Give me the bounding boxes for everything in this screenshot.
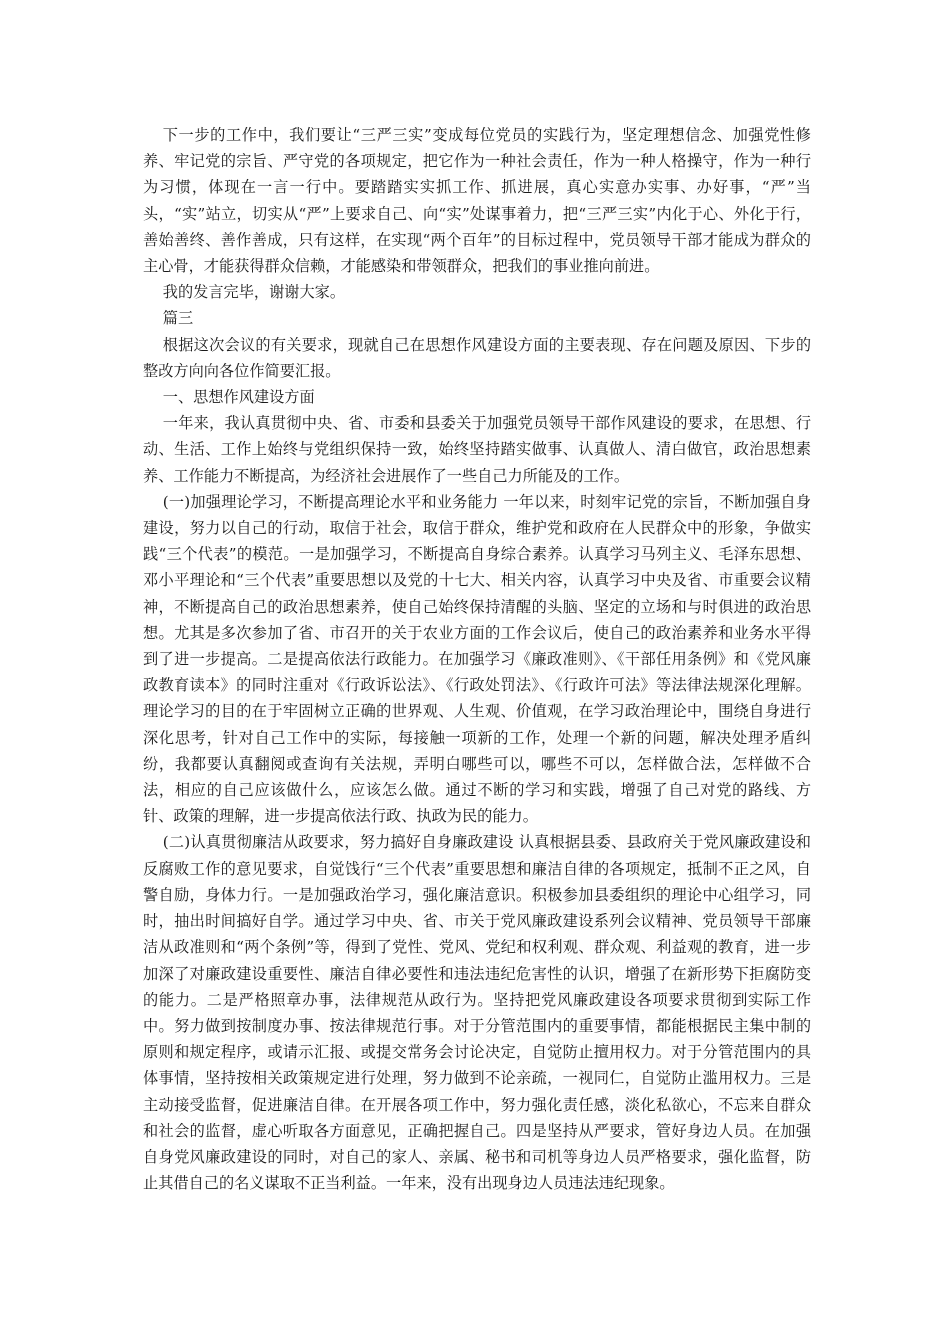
paragraph-clean-government: (二)认真贯彻廉洁从政要求，努力搞好自身廉政建设 认真根据县委、县政府关于党风廉政建设和反腐败工作的意见要求，自觉饯行“三个代表”重要思想和廉洁自律的各项规定，抵制不正之风，自警自励，身体力行。一是加强政治学习，强化廉洁意识。积极参加县委组织的理论中心组学习，同时，抽出时间搞好自学。通过学习中央、省、市关于党风廉政建设系列会议精神、党员领导干部廉洁从政准则和“两个条例”等，得到了党性、党风、党纪和权利观、群众观、利益观的教育，进一步加深了对廉政建设重要性、廉洁自律必要性和违法违纪危害性的认识，增强了在新形势下拒腐防变的能力。二是严格照章办事，法律规范从政行为。坚持把党风廉政建设各项要求贯彻到实际工作中。努力做到按制度办事、按法律规范行事。对于分管范围内的重要事情，都能根据民主集中制的原则和规定程序，或请示汇报、或提交常务会讨论决定，自觉防止擅用权力。对于分管范围内的具体事情，坚持按相关政策规定进行处理，努力做到不论亲疏，一视同仁，自觉防止滥用权力。三是主动接受监督，促进廉洁自律。在开展各项工作中，努力强化责任感，淡化私欲心，不忘来自群众和社会的监督，虚心听取各方面意见，正确把握自己。四是坚持从严要求，管好身边人员。在加强自身党风廉政建设的同时，对自己的家人、亲属、秘书和司机等身边人员严格要求，强化监督，防止其借自己的名义谋取不正当利益。一年来，没有出现身边人员违法违纪现象。 — [143, 833, 811, 1193]
paragraph-closing: 我的发言完毕，谢谢大家。 — [162, 283, 345, 302]
paragraph-overview: 一年来，我认真贯彻中央、省、市委和县委关于加强党员领导干部作风建设的要求，在思想、行动、生活、工作上始终与党组织保持一致，始终坚持踏实做事、认真做人、清白做官，政治思想素养、工作能力不断提高，为经济社会进展作了一些自己力所能及的工作。 — [143, 414, 811, 485]
section-title: 篇三 — [162, 309, 194, 328]
paragraph-theory-study: (一)加强理论学习，不断提高理论水平和业务能力 一年以来，时刻牢记党的宗旨，不断加强自身建设，努力以自己的行动，取信于社会，取信于群众，维护党和政府在人民群众中的形象，争做实践“三个代表”的模范。一是加强学习，不断提高自身综合素养。认真学习马列主义、毛泽东思想、邓小平理论和“三个代表”重要思想以及党的十七大、相关内容，认真学习中央及省、市重要会议精神，不断提高自己的政治思想素养，使自己始终保持清醒的头脑、坚定的立场和与时俱进的政治思想。尤其是多次参加了省、市召开的关于农业方面的工作会议后，使自己的政治素养和业务水平得到了进一步提高。二是提高依法行政能力。在加强学习《廉政准则》、《干部任用条例》和《党风廉政教育读本》的同时注重对《行政诉讼法》、《行政处罚法》、《行政许可法》等法律法规深化理解。理论学习的目的在于牢固树立正确的世界观、人生观、价值观，在学习政治理论中，围绕自身进行深化思考，针对自己工作中的实际，每接触一项新的工作，处理一个新的问题，解决处理矛盾纠纷，我都要认真翻阅或查询有关法规，弄明白哪些可以，哪些不可以，怎样做合法，怎样做不合法，相应的自己应该做什么，应该怎么做。通过不断的学习和实践，增强了自己对党的路线、方针、政策的理解，进一步提高依法行政、执政为民的能力。 — [143, 492, 811, 826]
paragraph-next-steps: 下一步的工作中，我们要让“三严三实”变成每位党员的实践行为，坚定理想信念、加强党性修养、牢记党的宗旨、严守党的各项规定，把它作为一种社会责任，作为一种人格操守，作为一种行为习惯，体现在一言一行中。要踏踏实实抓工作、抓进展，真心实意办实事、办好事，“严”当头，“实”站立，切实从“严”上要求自己、向“实”处谋事着力，把“三严三实”内化于心、外化于行，善始善终、善作善成，只有这样，在实现“两个百年”的目标过程中，党员领导干部才能成为群众的主心骨，才能获得群众信赖，才能感染和带领群众，把我们的事业推向前进。 — [143, 126, 811, 276]
paragraph-intro: 根据这次会议的有关要求，现就自己在思想作风建设方面的主要表现、存在问题及原因、下步的整改方向向各位作简要汇报。 — [143, 335, 811, 380]
document-body — [143, 122, 811, 1196]
section-heading: 一、思想作风建设方面 — [162, 388, 315, 407]
